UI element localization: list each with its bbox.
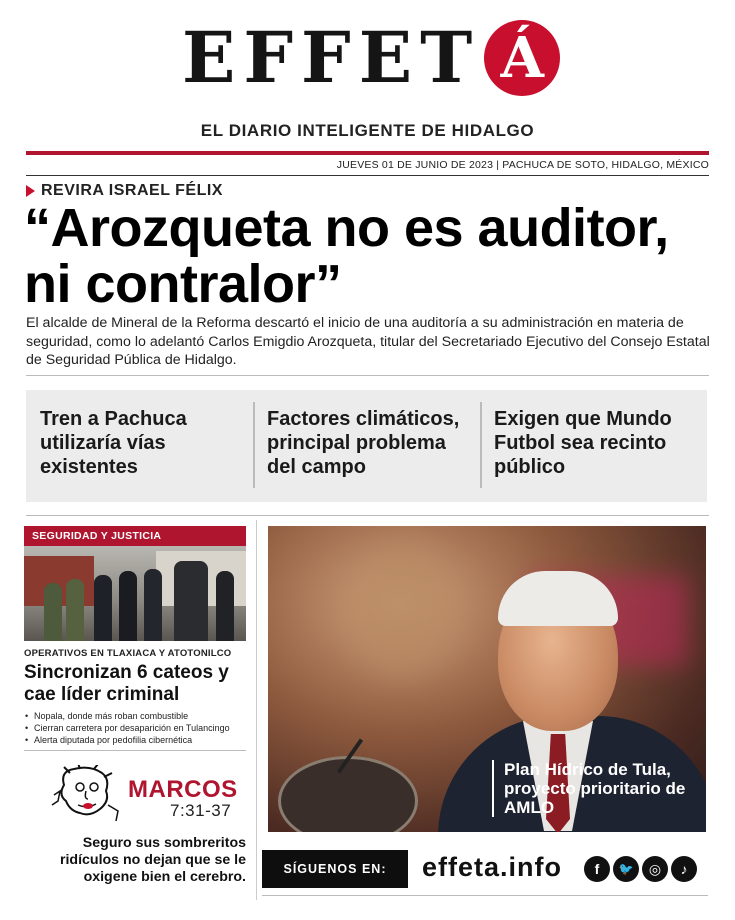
social-links bbox=[584, 856, 697, 882]
list-item[interactable]: • Cierran carretera por desaparición en Tulancingo bbox=[24, 722, 256, 734]
strip-story-3[interactable]: Exigen que Mundo Futbol sea recinto público bbox=[480, 390, 707, 502]
instagram-icon[interactable]: ◎ bbox=[642, 856, 668, 882]
photo-figure bbox=[66, 579, 84, 641]
tagline: EL DIARIO INTELIGENTE DE HIDALGO bbox=[200, 121, 535, 140]
verse-book: MARCOS bbox=[128, 776, 238, 803]
dateline-divider bbox=[26, 175, 709, 176]
verse-quote: Seguro sus sombreritos ridículos no dejan que se le oxigene bien el cerebro. bbox=[59, 835, 246, 885]
follow-label: SÍGUENOS EN: bbox=[262, 850, 408, 888]
lead-kicker-text: REVIRA ISRAEL FÉLIX bbox=[41, 182, 223, 199]
list-item[interactable]: • Alerta diputada por pedofilia cibernética bbox=[24, 734, 256, 746]
photo-background-portrait bbox=[348, 546, 458, 676]
column-divider bbox=[256, 520, 257, 900]
security-headline[interactable]: Sincronizan 6 cateos y cae líder criminal bbox=[24, 662, 229, 705]
divider bbox=[26, 375, 709, 376]
dateline: JUEVES 01 DE JUNIO DE 2023 | PACHUCA DE SOTO, HIDALGO, MÉXICO bbox=[336, 159, 709, 171]
section-label[interactable]: SEGURIDAD Y JUSTICIA bbox=[24, 526, 246, 546]
divider bbox=[262, 895, 708, 896]
twitter-icon[interactable]: 🐦 bbox=[613, 856, 639, 882]
photo-figure bbox=[144, 569, 162, 641]
security-photo[interactable] bbox=[24, 546, 246, 641]
logo-wordmark: EFFET bbox=[182, 16, 481, 99]
logo-accent-circle: Á bbox=[484, 20, 560, 96]
divider bbox=[24, 750, 246, 751]
photo-figure bbox=[119, 571, 137, 641]
related-list bbox=[24, 710, 256, 746]
list-item[interactable]: • Nopala, donde más roban combustible bbox=[24, 710, 256, 722]
masthead bbox=[0, 0, 735, 150]
security-kicker: OPERATIVOS EN TLAXIACA Y ATOTONILCO bbox=[24, 648, 232, 659]
lead-summary: El alcalde de Mineral de la Reforma descartó el inicio de una auditoría a su administración en materia de seguridad, como lo adelantó Carlos Emigdio Arozqueta, titular del Secretariado Ejecutivo del Consejo Estatal de Seguridad Pública de Hidalgo. bbox=[26, 315, 710, 368]
lead-headline[interactable]: “Arozqueta no es auditor, ni contralor” bbox=[24, 198, 669, 314]
caricature-icon bbox=[50, 765, 122, 825]
facebook-icon[interactable]: f bbox=[584, 856, 610, 882]
headline-strip bbox=[26, 390, 707, 502]
divider bbox=[26, 515, 709, 516]
logo[interactable] bbox=[182, 18, 560, 98]
strip-story-1[interactable]: Tren a Pachuca utilizaría vías existentes bbox=[40, 408, 187, 478]
strip-story-2[interactable]: Factores climáticos, principal problema del campo bbox=[253, 390, 480, 502]
verse-reference: 7:31-37 bbox=[170, 801, 232, 820]
photo-figure bbox=[174, 561, 208, 641]
masthead-divider bbox=[26, 151, 709, 155]
photo-figure bbox=[216, 571, 234, 641]
main-photo-caption[interactable]: Plan Hídrico de Tula, proyecto prioritario de AMLO bbox=[492, 760, 702, 817]
photo-figure bbox=[94, 575, 112, 641]
tiktok-icon[interactable]: ♪ bbox=[671, 856, 697, 882]
photo-podium-seal bbox=[278, 756, 418, 832]
photo-figure bbox=[44, 583, 62, 641]
site-link[interactable]: effeta.info bbox=[422, 852, 563, 882]
triangle-bullet-icon bbox=[26, 185, 35, 197]
